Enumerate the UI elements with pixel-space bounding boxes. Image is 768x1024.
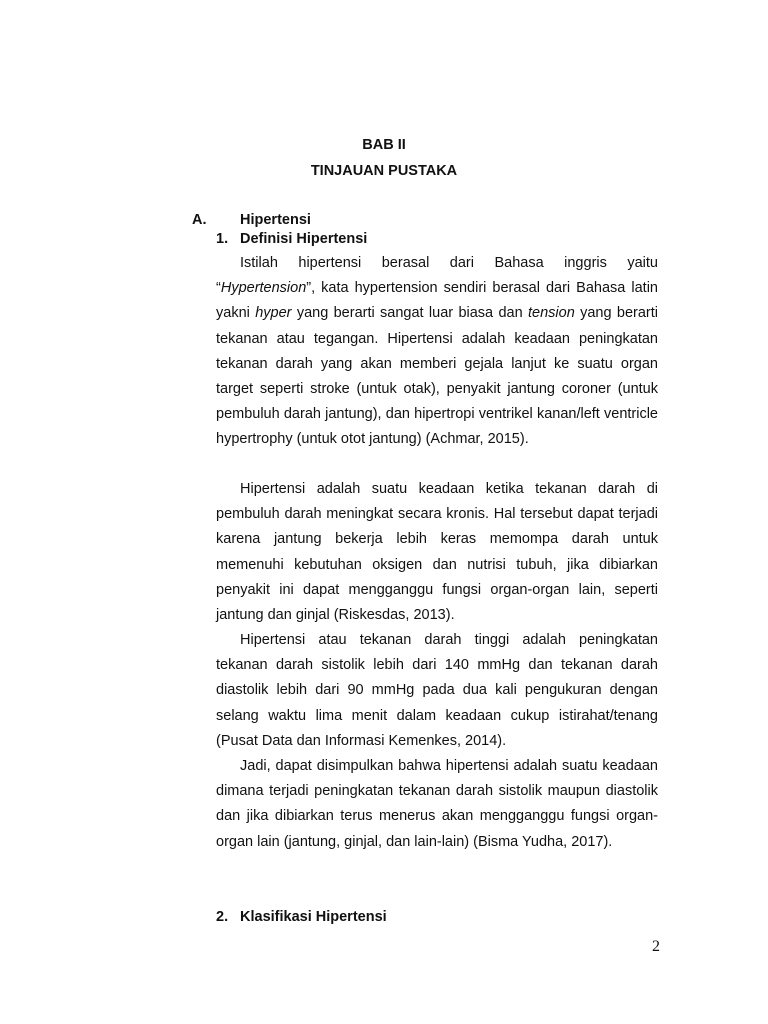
- paragraph-text: yang berarti sangat luar biasa dan: [291, 305, 528, 322]
- page-number: 2: [652, 938, 660, 955]
- chapter-title: TINJAUAN PUSTAKA: [310, 163, 458, 179]
- italic-term-hypertension: Hypertension: [220, 280, 307, 297]
- subsection-1-marker: 1.: [216, 231, 229, 247]
- paragraph-text: yang berarti tekanan atau tegangan. Hipertensi adalah keadaan peningkatan tekanan darah yang akan memberi gejala lanjut ke suatu organ target seperti stroke (untuk otak), penyakit jantung coroner (untuk pembuluh darah jantung), dan hipertropi ventrikel kanan/left ventricle hypertrophy (untuk otot jantung) (Achmar, 2015).: [216, 305, 658, 448]
- paragraph-definition: [216, 251, 658, 453]
- subsection-1-title: Definisi Hipertensi: [240, 231, 368, 247]
- paragraph-chronic: Hipertensi adalah suatu keadaan ketika tekanan darah di pembuluh darah meningkat secara kronis. Hal tersebut dapat terjadi karena jantung bekerja lebih keras memompa darah untuk memenuhi kebutuhan oksigen dan nutrisi tubuh, jika dibiarkan penyakit ini dapat mengganggu fungsi organ-organ lain, seperti jantung dan ginjal (Riskesdas, 2013).: [216, 481, 658, 624]
- paragraph-conclusion: Jadi, dapat disimpulkan bahwa hipertensi adalah suatu keadaan dimana terjadi peningkatan tekanan darah sistolik maupun diastolik dan jika dibiarkan terus menerus akan mengganggu fungsi organ-organ lain (jantung, ginjal, dan lain-lain) (Bisma Yudha, 2017).: [216, 758, 658, 850]
- subsection-2-marker: 2.: [216, 909, 229, 925]
- italic-term-hyper: hyper: [255, 305, 292, 322]
- paragraph-text: Istilah hipertensi berasal dari Bahasa inggris yaitu “: [216, 255, 658, 297]
- section-a-title: Hipertensi: [240, 212, 311, 228]
- chapter-number: BAB II: [362, 137, 406, 153]
- paragraph-text: ”, kata hypertension sendiri berasal dari Bahasa latin yakni: [216, 280, 658, 322]
- section-a-marker: A.: [192, 212, 207, 228]
- italic-term-tension: tension: [528, 305, 575, 322]
- paragraph-threshold: Hipertensi atau tekanan darah tinggi adalah peningkatan tekanan darah sistolik lebih dari 140 mmHg dan tekanan darah diastolik lebih dari 90 mmHg pada dua kali pengukuran dengan selang waktu lima menit dalam keadaan cukup istirahat/tenang (Pusat Data dan Informasi Kemenkes, 2014).: [216, 632, 658, 749]
- subsection-2-title: Klasifikasi Hipertensi: [240, 909, 387, 925]
